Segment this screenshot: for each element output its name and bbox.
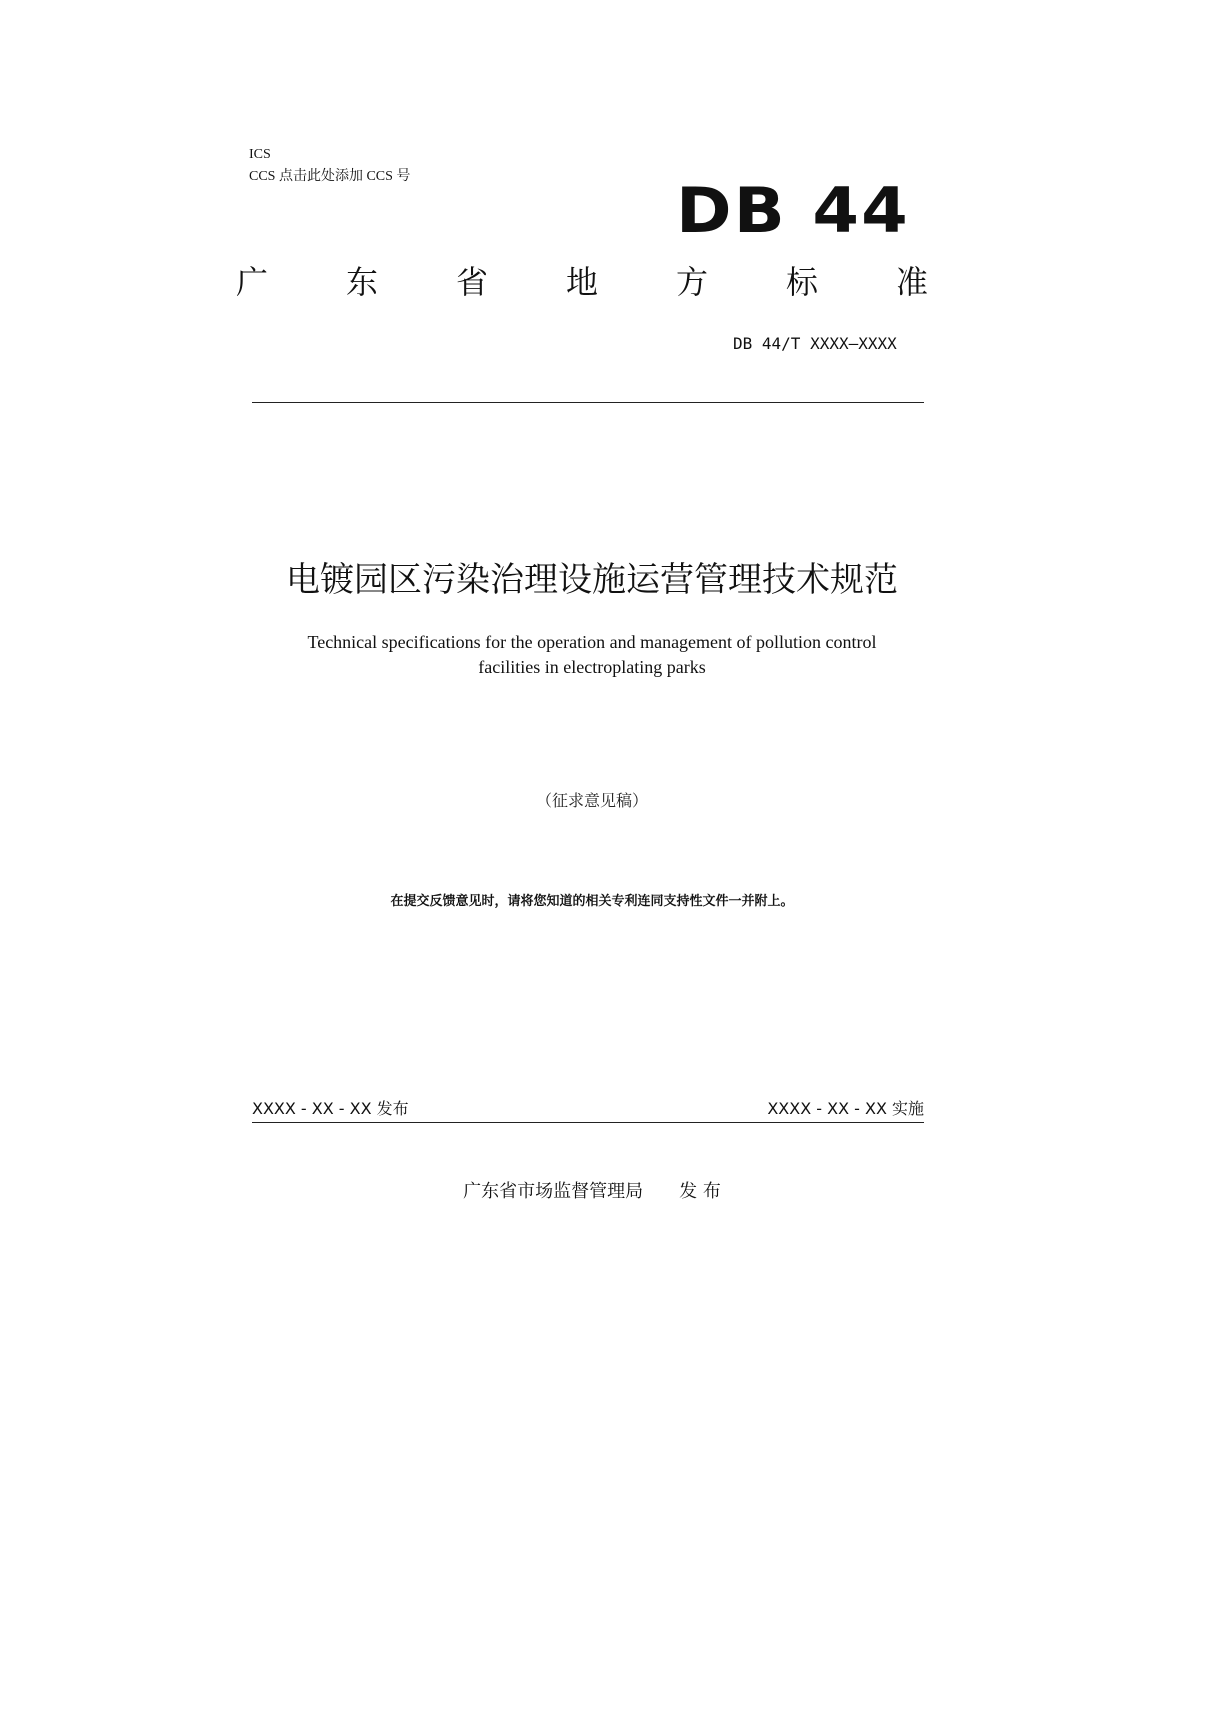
header-divider (252, 402, 924, 403)
standard-type-heading (232, 262, 932, 302)
standard-type-char: 准 (895, 263, 928, 301)
issuer-name: 广东省市场监督管理局 (463, 1181, 644, 1202)
patent-notice: 在提交反馈意见时，请将您知道的相关专利连同支持性文件一并附上。 (390, 894, 794, 909)
draft-label: （征求意见稿） (535, 791, 648, 810)
implement-date: XXXX - XX - XX 实施 (767, 1099, 924, 1118)
document-title-zh: 电镀园区污染治理设施运营管理技术规范 (286, 560, 898, 600)
ccs-code: CCS 点击此处添加 CCS 号 (249, 169, 411, 184)
db44-logo: DB 44 (676, 174, 910, 247)
standard-number: DB 44/T XXXX—XXXX (733, 334, 897, 353)
publish-date: XXXX - XX - XX 发布 (252, 1099, 409, 1118)
standard-type-char: 地 (565, 263, 598, 301)
issuer-action: 发 布 (679, 1181, 721, 1202)
standard-type-char: 省 (455, 263, 488, 301)
ics-code: ICS (249, 147, 271, 162)
issuer-line (232, 1180, 952, 1204)
title-en-line: facilities in electroplating parks (478, 657, 706, 677)
standard-type-char: 标 (785, 263, 818, 301)
footer-divider (252, 1122, 924, 1123)
standard-type-char: 东 (345, 263, 378, 301)
document-title-en (232, 630, 952, 680)
standard-type-char: 广 (235, 263, 268, 301)
standard-type-char: 方 (675, 263, 708, 301)
title-en-line: Technical specifications for the operation and management of pollution control (307, 632, 877, 652)
